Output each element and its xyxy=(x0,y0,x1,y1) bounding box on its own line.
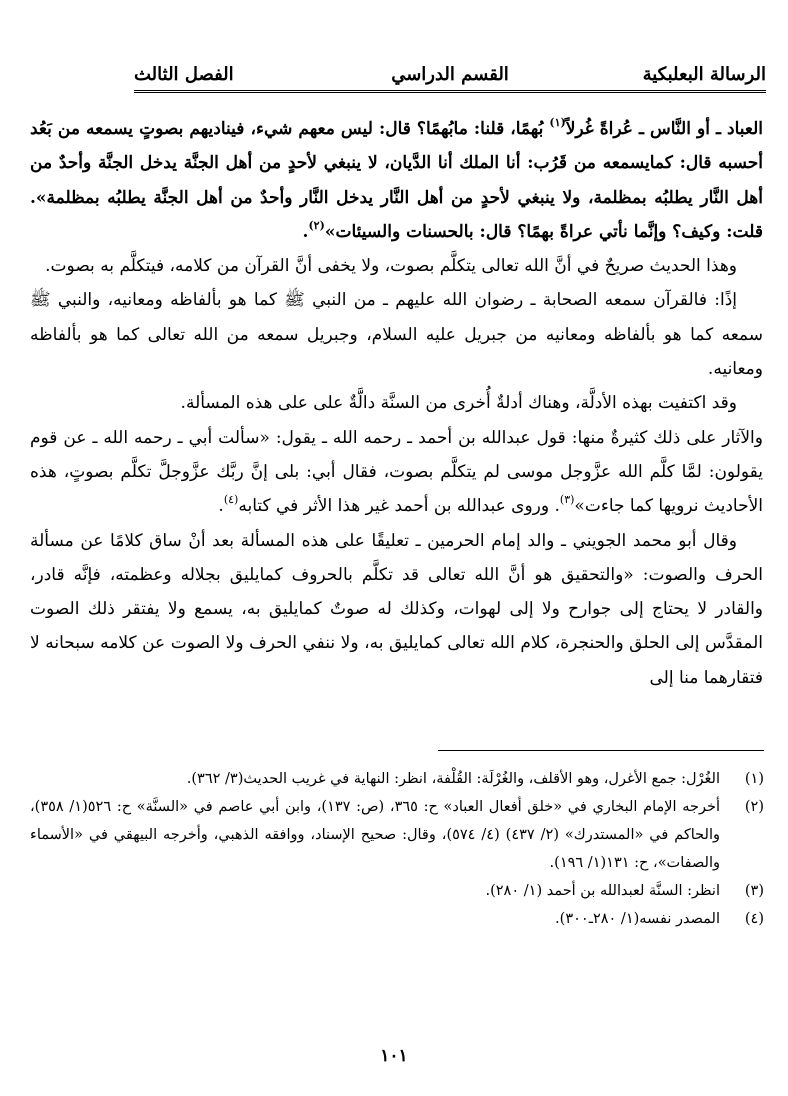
footnote-text: الغُرْل: جمع الأغرل، وهو الأقلف، والغُرْلَة: القُلْفة، انظر: النهاية في غريب الحديث(٣/ ٣٦٢). xyxy=(186,771,720,787)
footnote-ref-2: (٢) xyxy=(308,218,325,232)
footnote-1 xyxy=(30,765,764,793)
page-number: ١٠١ xyxy=(380,1046,408,1066)
header-chapter-title: الفصل الثالث xyxy=(134,64,234,85)
footnote-number: (٢) xyxy=(744,799,764,815)
footnote-separator xyxy=(438,750,764,751)
footnote-text: انظر: السنَّة لعبدالله بن أحمد (١/ ٢٨٠). xyxy=(485,883,720,899)
footnote-number: (٣) xyxy=(744,883,764,899)
header-section-title: القسم الدراسي xyxy=(391,64,509,85)
header-book-title: الرسالة البعلبكية xyxy=(642,64,766,85)
running-header xyxy=(134,62,766,93)
footnote-2 xyxy=(30,793,764,877)
paragraph-other-evidence: وقد اكتفيت بهذه الأدلَّة، وهناك أدلةٌ أُخرى من السنَّة دالَّةٌ على على هذه المسألة. xyxy=(180,393,737,414)
paragraph-quran-transmission: إذًا: فالقرآن سمعه الصحابة ـ رضوان الله عليهم ـ من النبي ﷺ كما هو بألفاظه ومعانيه، والنبي ﷺ سمعه كما هو بألفاظه ومعانيه من جبريل عليه السلام، وجبريل سمعه من الله تعالى كما هو بألفاظه ومعانيه. xyxy=(30,290,763,380)
footnote-4 xyxy=(30,905,764,933)
footnote-text: المصدر نفسه(١/ ٢٨٠ـ٣٠٠). xyxy=(555,911,720,927)
paragraph-explanation: وهذا الحديث صريحٌ في أنَّ الله تعالى يتكلَّم بصوت، ولا يخفى أنَّ القرآن من كلامه، فيتكلَّم به بصوت. xyxy=(45,256,737,277)
main-text xyxy=(30,112,763,695)
footnote-number: (١) xyxy=(744,771,764,787)
paragraph-juwayni: وقال أبو محمد الجويني ـ والد إمام الحرمين ـ تعليقًا على هذه المسألة بعد أنْ ساق كلامًا عن مسألة الحرف والصوت: «والتحقيق هو أنَّ الله تعالى قد تكلَّم بالحروف كمايليق بجلاله وعظمته، فإنَّه قادر، والقادر لا يحتاج إلى جوارح ولا إلى لهوات، وكذلك له صوتٌ كمايليق به، يسمع ولا يفتقر ذلك الصوت المقدَّس إلى الحلق والحنجرة، كلام الله تعالى كمايليق به، ولا ننفي الحرف ولا الصوت عن كلامه سبحانه لا فتقارهما منا إلى xyxy=(30,530,764,688)
footnote-3 xyxy=(30,877,764,905)
footnote-ref-3: (٣) xyxy=(559,493,575,507)
footnote-number: (٤) xyxy=(744,911,764,927)
footnote-ref-4: (٤) xyxy=(223,493,239,507)
paragraph-hadith: العباد ـ أو النَّاس ـ عُراةً غُرلاً$^{(١)}$ بُهمًا، قلنا: مابُهمًا؟ قال: ليس معهم شيء، فيناديهم بصوتٍ يسمعه من بَعُد أحسبه قال: كمايسمعه من قَرُب: أنا الملك أنا الدَّيان، لا ينبغي لأحدٍ من أهل الجنَّة يدخل الجنَّة وأحدٌ من أهل النَّار يطلبُه بمظلمة، ولا ينبغي لأحدٍ من أهل النَّار يدخل النَّار وأحدٌ من أهل الجنَّة يطلبُه بمظلمة». قلت: وكيف؟ وإنَّما نأتي عراةً بهمًا؟ قال: بالحسنات والسيئات»$^{(٢)}$. xyxy=(30,116,763,242)
footnotes xyxy=(30,765,764,933)
footnote-text: أخرجه الإمام البخاري في «خلق أفعال العباد» ح: ٣٦٥، (ص: ١٣٧)، وابن أبي عاصم في «السنَّة» ح: ٥٢٦(١/ ٣٥٨)، والحاكم في «المستدرك» (٢/ ٤٣٧) (٤/ ٥٧٤)، وقال: صحيح الإسناد، ووافقه الذهبي، وأخرجه البيهقي في «الأسماء والصفات»، ح: ١٣١(١/ ١٩٦). xyxy=(30,799,720,871)
footnote-ref-1: (١) xyxy=(549,116,566,129)
paragraph-athar: والآثار على ذلك كثيرةٌ منها: قول عبدالله بن أحمد ـ رحمه الله ـ يقول: «سألت أبي ـ رحمه الله ـ عن قوم يقولون: لمَّا كلَّم الله عزَّوجل موسى لم يتكلَّم بصوت، فقال أبي: بلى إنَّ ربَّك عزَّوجلَّ تكلَّم بصوتٍ، هذه الأحاديث نرويها كما جاءت»$^{(٣)}$. وروى عبدالله بن أحمد غير هذا الأثر في كتابه$^{(٤)}$. xyxy=(30,427,763,517)
